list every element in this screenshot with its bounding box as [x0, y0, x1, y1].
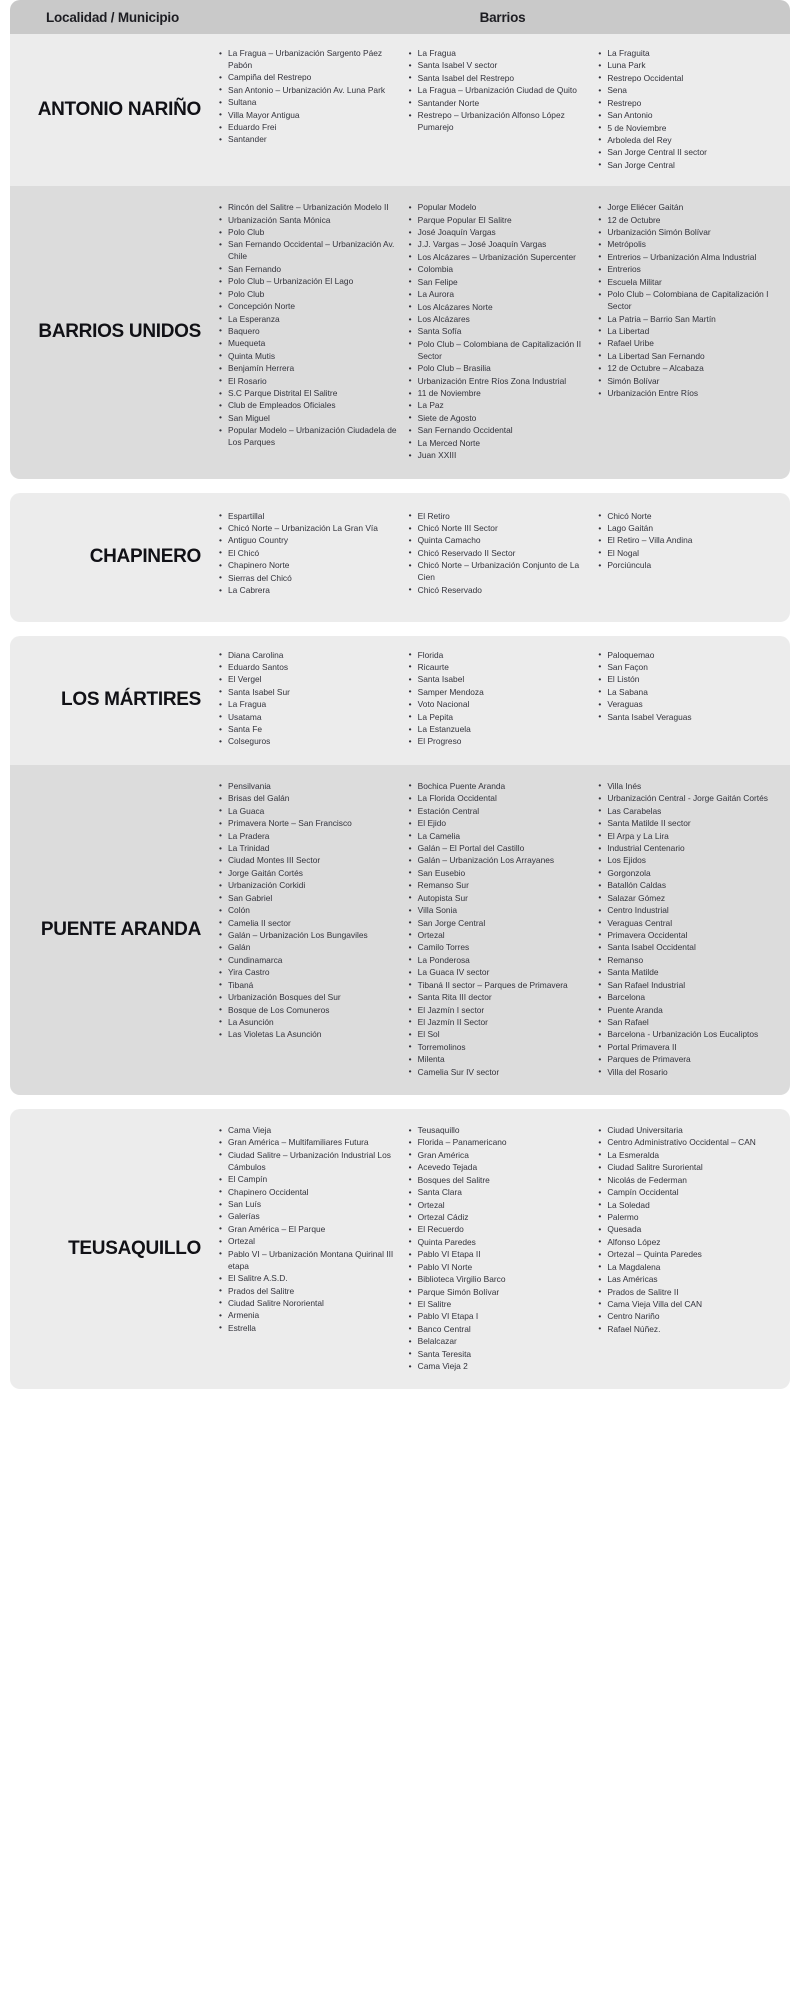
barrio-item: • Milenta	[418, 1054, 587, 1066]
barrios-column-2	[405, 48, 595, 172]
table-block-3	[10, 636, 790, 1096]
barrio-item: • Santa Clara	[418, 1187, 587, 1199]
barrio-item: • Sultana	[228, 97, 397, 109]
table-block-1	[10, 0, 790, 479]
barrio-item: • José Joaquín Vargas	[418, 227, 587, 239]
barrio-item: • Santa Fe	[228, 724, 397, 736]
barrio-item: • Nicolás de Federman	[607, 1175, 776, 1187]
barrio-item: • Santa Matilde	[607, 967, 776, 979]
barrio-item: • Arboleda del Rey	[607, 135, 776, 147]
barrio-item: • Quesada	[607, 1224, 776, 1236]
barrio-item: • Primavera Occidental	[607, 930, 776, 942]
barrio-item: • Banco Central	[418, 1324, 587, 1336]
barrio-item: • Muequeta	[228, 338, 397, 350]
barrio-item: • Galán – Urbanización Los Bungaviles	[228, 930, 397, 942]
barrio-item: • La Fragua – Urbanización Sargento Páez Pabón	[228, 48, 397, 72]
barrios-column-1	[215, 48, 405, 172]
barrio-item: • Entrerios	[607, 264, 776, 276]
barrio-item: • Ricaurte	[418, 662, 587, 674]
barrio-item: • Centro Administrativo Occidental – CAN	[607, 1137, 776, 1149]
barrio-item: • Santa Sofía	[418, 326, 587, 338]
barrio-item: • El Recuerdo	[418, 1224, 587, 1236]
barrio-item: • Barcelona - Urbanización Los Eucaliptos	[607, 1029, 776, 1041]
barrio-item: • Ortezal	[228, 1236, 397, 1248]
barrio-item: • Batallón Caldas	[607, 880, 776, 892]
barrio-item: • El Nogal	[607, 548, 776, 560]
barrios-list	[215, 650, 397, 749]
barrio-item: • Samper Mendoza	[418, 687, 587, 699]
barrio-item: • Escuela Militar	[607, 277, 776, 289]
barrio-item: • Yira Castro	[228, 967, 397, 979]
barrio-item: • Gran América – Multifamiliares Futura	[228, 1137, 397, 1149]
barrio-item: • Puente Aranda	[607, 1005, 776, 1017]
barrio-item: • Galán – Urbanización Los Arrayanes	[418, 855, 587, 867]
table-row	[10, 34, 790, 186]
barrio-item: • Gorgonzola	[607, 868, 776, 880]
barrio-item: • Chicó Reservado	[418, 585, 587, 597]
barrio-item: • Santa Rita III dector	[418, 992, 587, 1004]
header-barrios: Barrios	[479, 9, 526, 25]
barrio-item: • El Vergel	[228, 674, 397, 686]
barrio-item: • La Florida Occidental	[418, 793, 587, 805]
barrio-item: • Sena	[607, 85, 776, 97]
barrio-item: • Polo Club – Urbanización El Lago	[228, 276, 397, 288]
barrio-item: • Acevedo Tejada	[418, 1162, 587, 1174]
barrio-item: • Tibaná II sector – Parques de Primavera	[418, 980, 587, 992]
barrio-item: • Paloquemao	[607, 650, 776, 662]
barrio-item: • La Guaca	[228, 806, 397, 818]
barrio-item: • La Magdalena	[607, 1262, 776, 1274]
barrio-item: • Centro Industrial	[607, 905, 776, 917]
barrios-list	[405, 781, 587, 1079]
barrio-item: • Los Alcázares – Urbanización Supercenter	[418, 252, 587, 264]
barrio-item: • Jorge Eliécer Gaitán	[607, 202, 776, 214]
barrio-item: • El Salitre	[418, 1299, 587, 1311]
table-row	[10, 765, 790, 1095]
barrio-item: • Santa Isabel Occidental	[607, 942, 776, 954]
barrio-item: • El Ejido	[418, 818, 587, 830]
barrio-item: • Chapinero Norte	[228, 560, 397, 572]
barrio-item: • Los Ejidos	[607, 855, 776, 867]
barrio-item: • Villa Inés	[607, 781, 776, 793]
barrios-list	[405, 511, 587, 597]
barrio-item: • S.C Parque Distrital El Salitre	[228, 388, 397, 400]
barrio-item: • Primavera Norte – San Francisco	[228, 818, 397, 830]
barrio-item: • Eduardo Santos	[228, 662, 397, 674]
barrio-item: • Club de Empleados Oficiales	[228, 400, 397, 412]
locality-name: PUENTE ARANDA	[40, 919, 201, 940]
barrio-item: • La Cabrera	[228, 585, 397, 597]
barrio-item: • Chapinero Occidental	[228, 1187, 397, 1199]
barrios-list	[594, 781, 776, 1079]
barrio-item: • San Felipe	[418, 277, 587, 289]
barrio-item: • La Estanzuela	[418, 724, 587, 736]
barrio-item: • San Miguel	[228, 413, 397, 425]
barrio-item: • Brisas del Galán	[228, 793, 397, 805]
barrio-item: • 12 de Octubre – Alcabaza	[607, 363, 776, 375]
barrio-item: • Pensilvania	[228, 781, 397, 793]
barrios-column-2	[405, 650, 595, 749]
barrio-item: • Baquero	[228, 326, 397, 338]
barrio-item: • Bosques del Salitre	[418, 1175, 587, 1187]
barrio-item: • Espartillal	[228, 511, 397, 523]
barrio-item: • Camelia Sur IV sector	[418, 1067, 587, 1079]
barrio-item: • San Jorge Central	[607, 160, 776, 172]
barrio-item: • San Fernando Occidental – Urbanización Av. Chile	[228, 239, 397, 263]
barrio-item: • Concepción Norte	[228, 301, 397, 313]
barrio-item: • Porciúncula	[607, 560, 776, 572]
barrio-item: • Ciudad Salitre – Urbanización Industrial Los Cámbulos	[228, 1150, 397, 1174]
barrio-item: • Pablo VI Norte	[418, 1262, 587, 1274]
barrios-list	[405, 202, 587, 462]
barrio-item: • Popular Modelo – Urbanización Ciudadela de Los Parques	[228, 425, 397, 449]
barrio-item: • Tibaná	[228, 980, 397, 992]
table-block-4	[10, 1109, 790, 1389]
barrio-item: • Urbanización Bosques del Sur	[228, 992, 397, 1004]
barrio-item: • La Libertad San Fernando	[607, 351, 776, 363]
barrio-item: • Metrópolis	[607, 239, 776, 251]
barrio-item: • Santa Isabel	[418, 674, 587, 686]
barrio-item: • Cama Vieja	[228, 1125, 397, 1137]
barrio-item: • Chicó Norte III Sector	[418, 523, 587, 535]
barrio-item: • La Pepita	[418, 712, 587, 724]
barrios-cell	[215, 765, 790, 1095]
barrio-item: • Restrepo Occidental	[607, 73, 776, 85]
barrio-item: • Polo Club – Colombiana de Capitalización II Sector	[418, 339, 587, 363]
barrio-item: • J.J. Vargas – José Joaquín Vargas	[418, 239, 587, 251]
barrio-item: • La Fragua	[228, 699, 397, 711]
barrios-column-1	[215, 1125, 405, 1373]
barrio-item: • El Chicó	[228, 548, 397, 560]
barrios-list	[215, 781, 397, 1041]
barrio-item: • Santa Teresita	[418, 1349, 587, 1361]
barrio-item: • Camilo Torres	[418, 942, 587, 954]
barrio-item: • Santa Matilde II sector	[607, 818, 776, 830]
barrio-item: • El Retiro	[418, 511, 587, 523]
barrio-item: • Las Violetas La Asunción	[228, 1029, 397, 1041]
barrio-item: • Las Américas	[607, 1274, 776, 1286]
barrio-item: • La Patria – Barrio San Martín	[607, 314, 776, 326]
barrio-item: • El Rosario	[228, 376, 397, 388]
barrio-item: • Restrepo	[607, 98, 776, 110]
barrio-item: • La Aurora	[418, 289, 587, 301]
barrio-item: • Alfonso López	[607, 1237, 776, 1249]
table-row	[10, 1109, 790, 1389]
barrio-item: • Entrerios – Urbanización Alma Industrial	[607, 252, 776, 264]
barrio-item: • Juan XXIII	[418, 450, 587, 462]
barrio-item: • Camelia II sector	[228, 918, 397, 930]
barrio-item: • San Rafael Industrial	[607, 980, 776, 992]
barrio-item: • Urbanización Santa Mónica	[228, 215, 397, 227]
barrio-item: • Estrella	[228, 1323, 397, 1335]
barrio-item: • Chicó Norte – Urbanización La Gran Vía	[228, 523, 397, 535]
barrio-item: • Polo Club – Colombiana de Capitalización I Sector	[607, 289, 776, 313]
barrio-item: • El Arpa y La Lira	[607, 831, 776, 843]
barrio-item: • Santa Isabel Veraguas	[607, 712, 776, 724]
barrios-column-3	[594, 48, 784, 172]
barrio-item: • La Merced Norte	[418, 438, 587, 450]
barrios-list	[405, 48, 587, 134]
barrio-item: • Urbanización Entre Ríos Zona Industrial	[418, 376, 587, 388]
barrio-item: • Urbanización Simón Bolívar	[607, 227, 776, 239]
barrio-item: • Prados de Salitre II	[607, 1287, 776, 1299]
barrio-item: • Colombia	[418, 264, 587, 276]
barrio-item: • Ciudad Salitre Suroriental	[607, 1162, 776, 1174]
barrio-item: • San Fernando	[228, 264, 397, 276]
barrio-item: • Santa Isabel Sur	[228, 687, 397, 699]
barrio-item: • Sierras del Chicó	[228, 573, 397, 585]
locality-name: CHAPINERO	[89, 546, 201, 568]
barrio-item: • Diana Carolina	[228, 650, 397, 662]
barrio-item: • Los Alcázares Norte	[418, 302, 587, 314]
barrio-item: • San Antonio – Urbanización Av. Luna Park	[228, 85, 397, 97]
barrio-item: • Colseguros	[228, 736, 397, 748]
barrio-item: • San Gabriel	[228, 893, 397, 905]
barrio-item: • La Trinidad	[228, 843, 397, 855]
barrio-item: • Simón Bolívar	[607, 376, 776, 388]
barrio-item: • El Jazmín II Sector	[418, 1017, 587, 1029]
barrio-item: • Eduardo Frei	[228, 122, 397, 134]
barrio-item: • La Asunción	[228, 1017, 397, 1029]
barrios-cell	[215, 186, 790, 478]
barrio-item: • Armenia	[228, 1310, 397, 1322]
barrio-item: • Chicó Norte	[607, 511, 776, 523]
barrio-item: • Chicó Norte – Urbanización Conjunto de La Cien	[418, 560, 587, 584]
barrio-item: • Belalcazar	[418, 1336, 587, 1348]
barrio-item: • Usatama	[228, 712, 397, 724]
barrios-cell	[215, 1109, 790, 1389]
barrio-item: • Bosque de Los Comuneros	[228, 1005, 397, 1017]
barrio-item: • Rafael Uribe	[607, 338, 776, 350]
barrio-item: • San Jorge Central II sector	[607, 147, 776, 159]
barrio-item: • Santa Isabel del Restrepo	[418, 73, 587, 85]
barrio-item: • Las Carabelas	[607, 806, 776, 818]
barrio-item: • La Fragua – Urbanización Ciudad de Quito	[418, 85, 587, 97]
barrio-item: • La Esperanza	[228, 314, 397, 326]
barrio-item: • Florida	[418, 650, 587, 662]
barrio-item: • La Fraguita	[607, 48, 776, 60]
barrio-item: • Galán	[228, 942, 397, 954]
barrios-column-1	[215, 511, 405, 598]
barrio-item: • Polo Club – Brasilia	[418, 363, 587, 375]
barrio-item: • 5 de Noviembre	[607, 123, 776, 135]
barrio-item: • Ciudad Universitaria	[607, 1125, 776, 1137]
barrio-item: • Quinta Mutis	[228, 351, 397, 363]
barrio-item: • San Eusebio	[418, 868, 587, 880]
barrios-list	[215, 511, 397, 597]
barrios-column-1	[215, 781, 405, 1079]
barrio-item: • Siete de Agosto	[418, 413, 587, 425]
barrio-item: • Centro Nariño	[607, 1311, 776, 1323]
barrio-item: • Remanso Sur	[418, 880, 587, 892]
barrio-item: • Barcelona	[607, 992, 776, 1004]
table-block-2	[10, 493, 790, 622]
barrio-item: • Prados del Salitre	[228, 1286, 397, 1298]
barrio-item: • Villa Mayor Antigua	[228, 110, 397, 122]
barrios-list	[594, 511, 776, 573]
barrio-item: • Rincón del Salitre – Urbanización Modelo II	[228, 202, 397, 214]
barrio-item: • San Rafael	[607, 1017, 776, 1029]
barrios-list	[215, 1125, 397, 1335]
barrio-item: • Ciudad Salitre Nororiental	[228, 1298, 397, 1310]
barrio-item: • Pablo VI Etapa I	[418, 1311, 587, 1323]
barrio-item: • Santander Norte	[418, 98, 587, 110]
barrio-item: • Ortezal	[418, 930, 587, 942]
barrio-item: • Galerías	[228, 1211, 397, 1223]
barrio-item: • Salazar Gómez	[607, 893, 776, 905]
barrio-item: • Ortezal	[418, 1200, 587, 1212]
barrio-item: • Colón	[228, 905, 397, 917]
barrio-item: • Estación Central	[418, 806, 587, 818]
barrio-item: • Parques de Primavera	[607, 1054, 776, 1066]
barrio-item: • Luna Park	[607, 60, 776, 72]
barrio-item: • Veraguas	[607, 699, 776, 711]
barrio-item: • La Sabana	[607, 687, 776, 699]
barrio-item: • Gran América	[418, 1150, 587, 1162]
locality-name: TEUSAQUILLO	[68, 1238, 201, 1260]
barrio-item: • Villa Sonia	[418, 905, 587, 917]
barrio-item: • El Salitre A.S.D.	[228, 1273, 397, 1285]
barrios-column-1	[215, 202, 405, 462]
barrio-item: • Pablo VI – Urbanización Montana Quirinal III etapa	[228, 1249, 397, 1273]
barrio-item: • La Fragua	[418, 48, 587, 60]
barrio-item: • Ortezal Cádiz	[418, 1212, 587, 1224]
barrios-list	[594, 1125, 776, 1336]
barrios-column-2	[405, 781, 595, 1079]
barrios-column-3	[594, 781, 784, 1079]
barrio-item: • La Soledad	[607, 1200, 776, 1212]
barrio-item: • La Guaca IV sector	[418, 967, 587, 979]
header-locality: Localidad / Municipio	[45, 9, 180, 25]
barrio-item: • Ortezal – Quinta Paredes	[607, 1249, 776, 1261]
barrio-item: • Lago Gaitán	[607, 523, 776, 535]
barrios-cell	[215, 636, 790, 765]
barrios-column-2	[405, 1125, 595, 1373]
barrios-list	[594, 48, 776, 172]
barrio-item: • El Sol	[418, 1029, 587, 1041]
barrio-item: • Cundinamarca	[228, 955, 397, 967]
barrio-item: • Los Alcázares	[418, 314, 587, 326]
barrio-item: • Restrepo – Urbanización Alfonso López Pumarejo	[418, 110, 587, 134]
barrio-item: • San Antonio	[607, 110, 776, 122]
barrio-item: • Popular Modelo	[418, 202, 587, 214]
barrio-item: • La Camelia	[418, 831, 587, 843]
barrio-item: • Santander	[228, 134, 397, 146]
barrio-item: • Portal Primavera II	[607, 1042, 776, 1054]
barrio-item: • Biblioteca Virgilio Barco	[418, 1274, 587, 1286]
barrios-list	[215, 202, 397, 449]
barrio-item: • Urbanización Entre Ríos	[607, 388, 776, 400]
barrio-item: • La Pradera	[228, 831, 397, 843]
barrio-item: • San Luís	[228, 1199, 397, 1211]
barrio-item: • El Progreso	[418, 736, 587, 748]
locality-name: BARRIOS UNIDOS	[38, 321, 201, 343]
barrio-item: • Campiña del Restrepo	[228, 72, 397, 84]
barrio-item: • San Jorge Central	[418, 918, 587, 930]
table-header	[10, 0, 790, 34]
barrio-item: • Benjamín Herrera	[228, 363, 397, 375]
table-row	[10, 493, 790, 622]
barrio-item: • Urbanización Central - Jorge Gaitán Cortés	[607, 793, 776, 805]
barrio-item: • Gran América – El Parque	[228, 1224, 397, 1236]
barrio-item: • Campín Occidental	[607, 1187, 776, 1199]
barrio-item: • Villa del Rosario	[607, 1067, 776, 1079]
barrio-item: • Antiguo Country	[228, 535, 397, 547]
barrios-column-3	[594, 650, 784, 749]
barrios-list	[405, 1125, 587, 1373]
barrio-item: • Pablo VI Etapa II	[418, 1249, 587, 1261]
barrio-item: • La Libertad	[607, 326, 776, 338]
barrio-item: • Parque Simón Bolívar	[418, 1287, 587, 1299]
barrio-item: • Remanso	[607, 955, 776, 967]
barrio-item: • Bochica Puente Aranda	[418, 781, 587, 793]
barrio-item: • Jorge Gaitán Cortés	[228, 868, 397, 880]
barrios-column-3	[594, 202, 784, 462]
barrio-item: • 11 de Noviembre	[418, 388, 587, 400]
barrios-column-1	[215, 650, 405, 749]
barrio-item: • El Retiro – Villa Andina	[607, 535, 776, 547]
barrios-list	[594, 202, 776, 400]
locality-name: LOS MÁRTIRES	[61, 689, 201, 711]
barrios-list	[405, 650, 587, 749]
table-row	[10, 636, 790, 765]
barrio-item: • Chicó Reservado II Sector	[418, 548, 587, 560]
barrio-item: • La Paz	[418, 400, 587, 412]
table-row	[10, 186, 790, 478]
barrio-item: • Polo Club	[228, 289, 397, 301]
barrios-column-3	[594, 1125, 784, 1373]
barrio-item: • 12 de Octubre	[607, 215, 776, 227]
barrio-item: • Parque Popular El Salitre	[418, 215, 587, 227]
barrios-column-2	[405, 202, 595, 462]
barrio-item: • Ciudad Montes III Sector	[228, 855, 397, 867]
barrio-item: • Cama Vieja Villa del CAN	[607, 1299, 776, 1311]
barrio-item: • Veraguas Central	[607, 918, 776, 930]
barrio-item: • Torremolinos	[418, 1042, 587, 1054]
barrios-column-3	[594, 511, 784, 598]
barrio-item: • El Listón	[607, 674, 776, 686]
barrio-item: • Teusaquillo	[418, 1125, 587, 1137]
barrio-item: • La Esmeralda	[607, 1150, 776, 1162]
barrios-list	[594, 650, 776, 724]
barrio-item: • El Jazmín I sector	[418, 1005, 587, 1017]
barrio-item: • Quinta Camacho	[418, 535, 587, 547]
barrio-item: • La Ponderosa	[418, 955, 587, 967]
barrio-item: • Rafael Núñez.	[607, 1324, 776, 1336]
barrio-item: • El Campín	[228, 1174, 397, 1186]
barrio-item: • Autopista Sur	[418, 893, 587, 905]
barrio-item: • Florida – Panamericano	[418, 1137, 587, 1149]
barrio-item: • Palermo	[607, 1212, 776, 1224]
locality-name: ANTONIO NARIÑO	[37, 99, 201, 121]
barrio-item: • Galán – El Portal del Castillo	[418, 843, 587, 855]
barrios-list	[215, 48, 397, 146]
barrios-cell	[215, 493, 790, 622]
barrio-item: • Urbanización Corkidi	[228, 880, 397, 892]
barrio-item: • San Façon	[607, 662, 776, 674]
barrio-item: • Quinta Paredes	[418, 1237, 587, 1249]
barrio-item: • Polo Club	[228, 227, 397, 239]
barrio-item: • Cama Vieja 2	[418, 1361, 587, 1373]
barrio-item: • Voto Nacional	[418, 699, 587, 711]
barrio-item: • Industrial Centenario	[607, 843, 776, 855]
barrios-cell	[215, 34, 790, 186]
barrios-column-2	[405, 511, 595, 598]
barrio-item: • Santa Isabel V sector	[418, 60, 587, 72]
barrio-item: • San Fernando Occidental	[418, 425, 587, 437]
